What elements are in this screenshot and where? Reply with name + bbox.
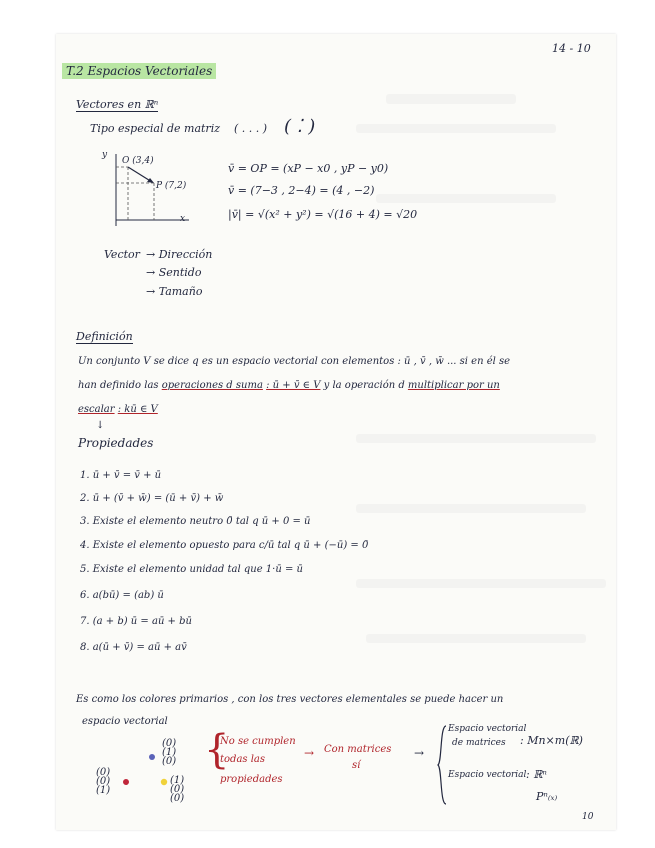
vec-entry: 0 (165, 738, 173, 749)
def-escalar-expr: : kū ∈ V (117, 404, 158, 415)
arrow-direccion: → Dirección (146, 248, 213, 261)
property-3: 3. Existe el elemento neutro 0̄ tal q ū + 0 = ū (80, 516, 311, 527)
yellow-dot (161, 779, 167, 785)
vec-entry: 0 (173, 784, 181, 795)
equation-2: v̄ = (7−3 , 2−4) = (4 , −2) (228, 184, 375, 197)
propiedades-heading: Propiedades (78, 436, 154, 450)
bleed-through (356, 434, 596, 443)
definition-line-2 (78, 380, 500, 391)
arrow-head (147, 178, 154, 183)
page-number: 10 (582, 812, 594, 822)
red-dot (123, 779, 129, 785)
vector-top: (0) (1) (0) (162, 738, 177, 767)
red-brace: { (204, 727, 230, 773)
con-matrices-text: Con matrices (324, 744, 392, 755)
bleed-through (386, 94, 516, 104)
colores-line-2: espacio vectorial (82, 716, 168, 727)
title-highlight: T.2 Espacios Vectoriales (62, 63, 216, 79)
arrow-sentido: → Sentido (146, 266, 202, 279)
column-vector: ( ⁚ ) (284, 116, 316, 137)
property-5: 5. Existe el elemento unidad tal que 1·ū = ū (80, 564, 303, 575)
point-p-label: P (7,2) (156, 181, 187, 191)
esp-mat-label-1: Espacio vectorial (448, 724, 527, 734)
bleed-through (356, 124, 556, 133)
bleed-through (356, 504, 586, 513)
page-date: 14 - 10 (552, 42, 591, 55)
colores-line-1: Es como los colores primarios , con los tres vectores elementales se puede hacer un (76, 694, 504, 705)
def-suma-expr: : ū + v̄ ∈ V (266, 380, 321, 391)
vector-arrow (128, 167, 152, 182)
page-title (62, 64, 216, 78)
arrow-tamano: → Tamaño (146, 285, 203, 298)
vec-entry: 0 (173, 793, 181, 804)
def-multiplicar: multiplicar por un (407, 380, 500, 391)
si-text: sí (352, 760, 361, 771)
axis-x-label: x (180, 214, 186, 224)
vec-entry: 0 (99, 776, 107, 787)
vec-entry: 0 (99, 767, 107, 778)
property-8: 8. a(ū + v̄) = aū + av̄ (80, 642, 187, 653)
bleed-through (356, 579, 606, 588)
vector-left: (0) (0) (1) (96, 767, 111, 796)
note-line-3: propiedades (220, 774, 283, 785)
vec-entry: 1 (99, 785, 107, 796)
red-arrow: → (304, 746, 315, 760)
equation-1: v̄ = OP = (xP − x0 , yP − y0) (228, 162, 389, 175)
def-text: han definido las (78, 380, 159, 391)
down-arrow: ↓ (96, 420, 105, 431)
vector-word: Vector (104, 248, 140, 261)
bleed-through (376, 194, 556, 203)
note-line-2: todas las (220, 754, 266, 765)
esp-mat-label-2: de matrices (452, 738, 506, 748)
vec-entry: 1 (173, 775, 181, 786)
color-dots (116, 746, 176, 792)
definition-line-3 (78, 404, 158, 415)
property-2: 2. ū + (v̄ + w̄) = (ū + v̄) + w̄ (80, 493, 224, 504)
property-7: 7. (a + b) ū = aū + bū (80, 616, 192, 627)
property-4: 4. Existe el elemento opuesto para c/ū tal q ū + (−ū) = 0̄ (80, 540, 369, 551)
def-escalar: escalar (78, 404, 115, 415)
black-arrow: → (414, 746, 425, 760)
blue-dot (149, 754, 155, 760)
polynomial-space: Pⁿ₍ₓ₎ (536, 790, 558, 803)
point-o-label: O (3,4) (122, 156, 154, 166)
bleed-through (366, 634, 586, 643)
vec-entry: 0 (165, 756, 173, 767)
section-heading-vectores: Vectores en ℝⁿ (76, 98, 159, 111)
row-vector: ( . . . ) (234, 122, 268, 135)
def-suma: operaciones d suma (161, 380, 263, 391)
note-line-1: No se cumplen (220, 736, 296, 747)
axis-y-label: y (102, 150, 108, 160)
tipo-especial-text: Tipo especial de matriz (90, 122, 221, 135)
esp-mat-value: : Mn×m(ℝ) (520, 734, 583, 747)
section-heading-definicion: Definición (76, 330, 133, 343)
vector-right: (1) (0) (0) (170, 775, 185, 804)
equation-3: |v̄| = √(x² + y²) = √(16 + 4) = √20 (228, 208, 418, 221)
right-brace (436, 724, 448, 806)
property-6: 6. a(bū) = (ab) ū (80, 590, 164, 601)
definition-line-1: Un conjunto V se dice q es un espacio vectorial con elementos : ū , v̄ , w̄ ... si en él se (78, 356, 511, 367)
vec-entry: 1 (165, 747, 173, 758)
esp-vec-value: : ℝⁿ (526, 768, 547, 781)
def-text: y la operación d (323, 380, 405, 391)
esp-vec-label: Espacio vectorial (448, 770, 527, 780)
notebook-page (56, 34, 616, 830)
property-1: 1. ū + v̄ = v̄ + ū (80, 470, 162, 481)
